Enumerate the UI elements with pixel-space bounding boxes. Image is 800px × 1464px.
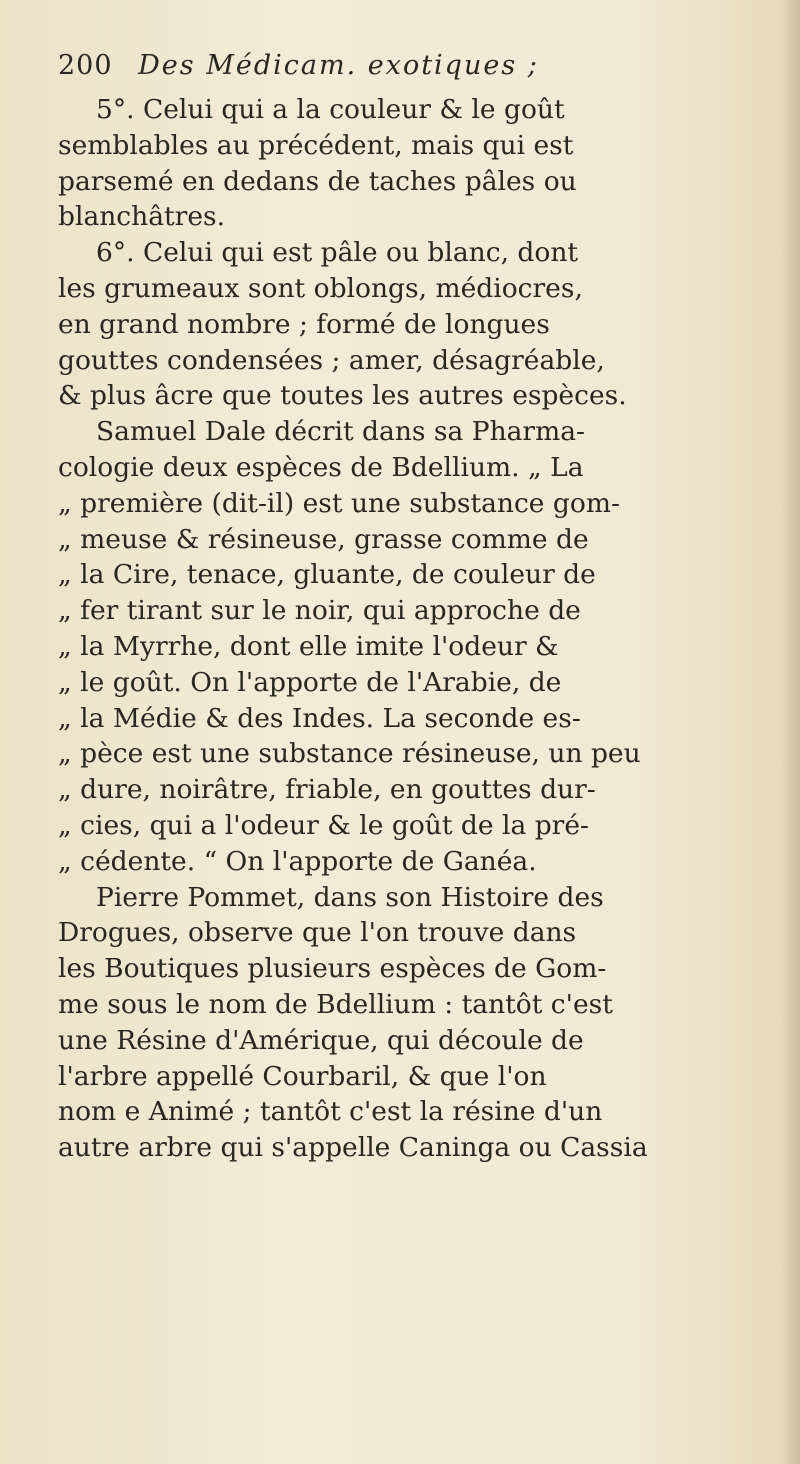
text-line: „ cies, qui a l'odeur & le goût de la pré- [58, 809, 589, 841]
running-title: Des Médicam. exotiques ; [138, 50, 539, 81]
text-line: Samuel Dale décrit dans sa Pharma- [96, 416, 585, 448]
text-line: autre arbre qui s'appelle Caninga ou Cassia [58, 1132, 648, 1164]
text-line: Pierre Pommet, dans son Histoire des [96, 881, 604, 913]
text-line: me sous le nom de Bdellium : tantôt c'est [58, 988, 613, 1020]
text-line: „ fer tirant sur le noir, qui approche de [58, 595, 581, 627]
text-line: „ cédente. “ On l'apporte de Ganéa. [58, 845, 537, 877]
running-header [58, 50, 758, 81]
text-line: & plus âcre que toutes les autres espèces. [58, 380, 627, 412]
text-line: „ la Cire, tenace, gluante, de couleur de [58, 559, 596, 591]
body-text [58, 92, 770, 1166]
text-line: semblables au précédent, mais qui est [58, 129, 574, 161]
page-number: 200 [58, 50, 113, 81]
page-edge-shadow [782, 0, 800, 1464]
text-line: Drogues, observe que l'on trouve dans [58, 917, 577, 949]
text-line: „ première (dit-il) est une substance gom- [58, 487, 620, 519]
text-line: „ la Myrrhe, dont elle imite l'odeur & [58, 630, 559, 662]
text-line: les Boutiques plusieurs espèces de Gom- [58, 953, 607, 985]
text-line: les grumeaux sont oblongs, médiocres, [58, 272, 583, 304]
text-line: parsemé en dedans de taches pâles ou [58, 165, 577, 197]
text-line: blanchâtres. [58, 201, 226, 233]
text-line: en grand nombre ; formé de longues [58, 308, 550, 340]
text-line: „ meuse & résineuse, grasse comme de [58, 523, 589, 555]
text-line: 6°. Celui qui est pâle ou blanc, dont [96, 237, 579, 269]
text-line: „ dure, noirâtre, friable, en gouttes dur- [58, 774, 596, 806]
text-line: 5°. Celui qui a la couleur & le goût [96, 94, 565, 125]
text-line: gouttes condensées ; amer, désagréable, [58, 344, 605, 376]
text-line: „ la Médie & des Indes. La seconde es- [58, 702, 581, 734]
text-line: „ pèce est une substance résineuse, un peu [58, 738, 641, 770]
text-line: nom e Animé ; tantôt c'est la résine d'un [58, 1096, 603, 1128]
text-line: cologie deux espèces de Bdellium. „ La [58, 451, 584, 483]
text-line: „ le goût. On l'apporte de l'Arabie, de [58, 666, 562, 698]
text-line: une Résine d'Amérique, qui découle de [58, 1024, 584, 1056]
text-line: l'arbre appellé Courbaril, & que l'on [58, 1060, 547, 1092]
